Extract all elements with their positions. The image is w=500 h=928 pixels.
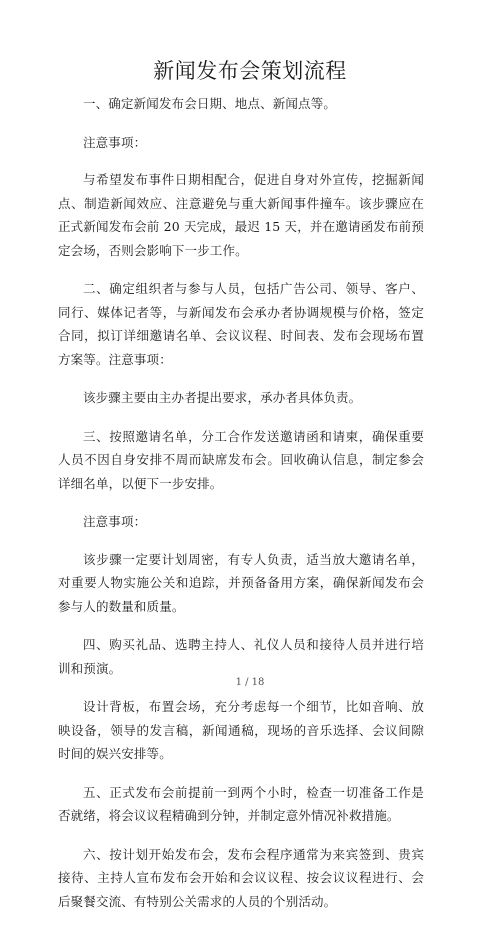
paragraph-step-4-detail: 设计背板，布置会场，充分考虑每一个细节，比如音响、放映设备，领导的发言稿，新闻通稿，现场的音乐选择、会议间隙时间的娱兴安排等。 [58,699,424,761]
document-body [58,92,424,928]
paragraph-note-heading: 注意事项： [83,134,147,150]
document-title: 新闻发布会策划流程 [153,59,347,83]
paragraph-step-2-detail: 该步骤主要由主办者提出要求，承办者具体负责。 [83,390,362,405]
paragraph-step-5: 五、正式发布会前提前一到两个小时，检查一切准备工作是否就绪，将会议议程精确到分钟，并制定意外情况补救措施。 [58,784,424,823]
paragraph-step-4: 四、购买礼品、选聘主持人、礼仪人员和接待人员并进行培训和预演。 [58,637,424,676]
paragraph-step-1: 一、确定新闻发布会日期、地点、新闻点等。 [83,96,337,111]
page-indicator: 1 / 18 [235,677,265,688]
paragraph-step-3: 三、按照邀请名单，分工合作发送邀请函和请柬，确保重要人员不因自身安排不周而缺席发布会。回收确认信息，制定参会详细名单，以便下一步安排。 [58,428,424,491]
paragraph-step-6: 六、按计划开始发布会，发布会程序通常为来宾签到、贵宾接待、主持人宣布发布会开始和会议议程、按会议议程进行、会后聚餐交流、有特别公关需求的人员的个别活动。 [58,846,424,909]
paragraph-step-1-detail: 与希望发布事件日期相配合，促进自身对外宣传，挖掘新闻点、制造新闻效应、注意避免与重大新闻事件撞车。该步骤应在正式新闻发布会前 20 天完成，最迟 15 天，并在邀请函发布前预定会场，否则会影响下一步工作。 [58,172,424,258]
paragraph-step-3-detail: 该步骤一定要计划周密，有专人负责，适当放大邀请名单，对重要人物实施公关和追踪，并预备备用方案，确保新闻发布会参与人的数量和质量。 [58,551,424,614]
paragraph-step-2: 二、确定组织者与参与人员，包括广告公司、领导、客户、同行、媒体记者等，与新闻发布会承办者协调规模与价格，签定合同，拟订详细邀请名单、会议议程、时间表、发布会现场布置方案等。注意事项： [58,281,424,367]
paragraph-note-heading: 注意事项： [83,514,147,529]
